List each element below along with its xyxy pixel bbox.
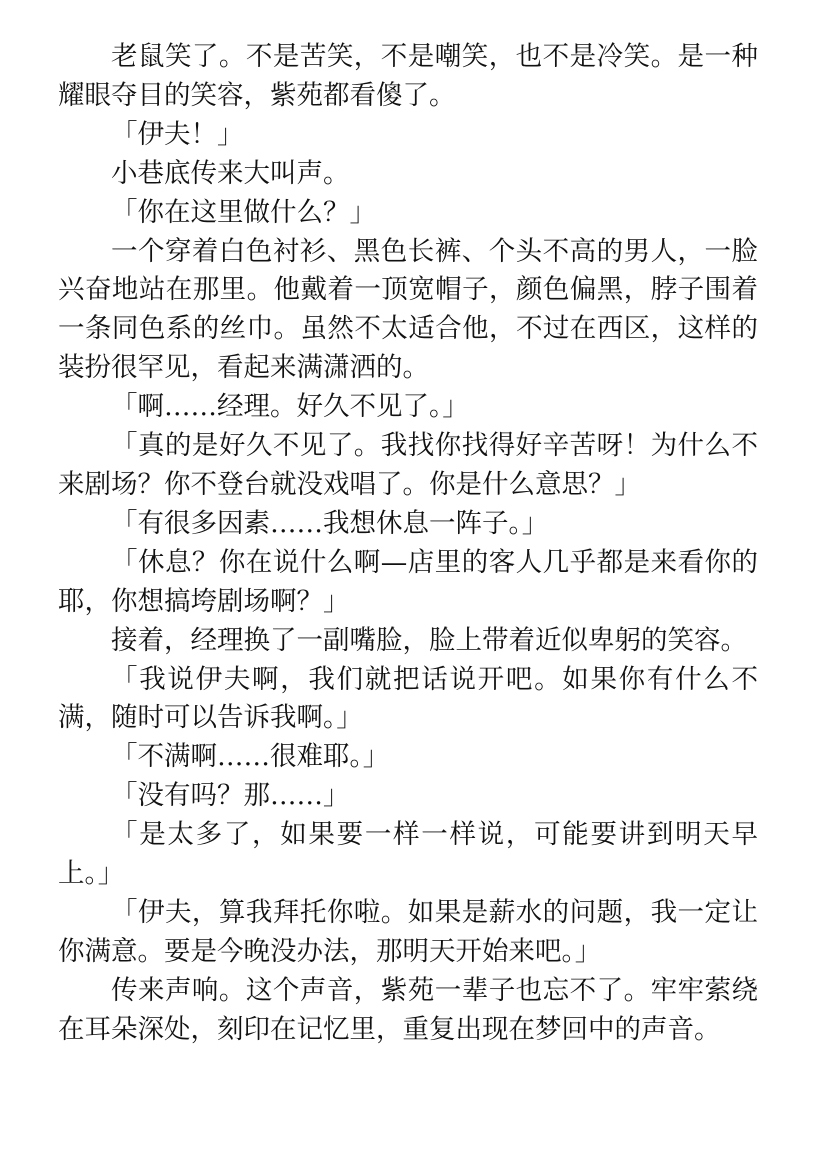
paragraph-14: 「是太多了，如果要一样一样说，可能要讲到明天早上。」 — [58, 819, 758, 890]
paragraph-8: 「有很多因素……我想休息一阵子。」 — [111, 507, 549, 539]
paragraph-7: 「真的是好久不见了。我找你找得好辛苦呀！为什么不来剧场？你不登台就没戏唱了。你是什么意思？」 — [58, 430, 758, 500]
paragraph-15: 「伊夫，算我拜托你啦。如果是薪水的问题，我一定让你满意。要是今晚没办法，那明天开始来吧。」 — [58, 896, 758, 967]
paragraph-5: 一个穿着白色衬衫、黑色长裤、个头不高的男人，一脸兴奋地站在那里。他戴着一顶宽帽子，颜色偏黑，脖子围着一条同色系的丝巾。虽然不太适合他，不过在西区，这样的装扮很罕见，看起来满潇洒的。 — [58, 235, 758, 384]
body-text — [58, 38, 758, 1050]
paragraph-9: 「休息？你在说什么啊—店里的客人几乎都是来看你的耶，你想搞垮剧场啊？」 — [58, 546, 758, 617]
paragraph-4: 「你在这里做什么？」 — [111, 196, 376, 228]
paragraph-6: 「啊……经理。好久不见了。」 — [111, 391, 469, 423]
paragraph-16: 传来声响。这个声音，紫苑一辈子也忘不了。牢牢萦绕在耳朵深处，刻印在记忆里，重复出现在梦回中的声音。 — [58, 974, 758, 1045]
paragraph-2: 「伊夫！」 — [111, 118, 244, 150]
paragraph-1: 老鼠笑了。不是苦笑，不是嘲笑，也不是冷笑。是一种耀眼夺目的笑容，紫苑都看傻了。 — [58, 41, 758, 111]
paragraph-3: 小巷底传来大叫声。 — [111, 157, 350, 189]
paragraph-11: 「我说伊夫啊，我们就把话说开吧。如果你有什么不满，随时可以告诉我啊。」 — [58, 663, 758, 734]
paragraph-12: 「不满啊……很难耶。」 — [111, 741, 390, 773]
paragraph-13: 「没有吗？那……」 — [111, 780, 350, 812]
paragraph-10: 接着，经理换了一副嘴脸，脸上带着近似卑躬的笑容。 — [111, 624, 747, 656]
